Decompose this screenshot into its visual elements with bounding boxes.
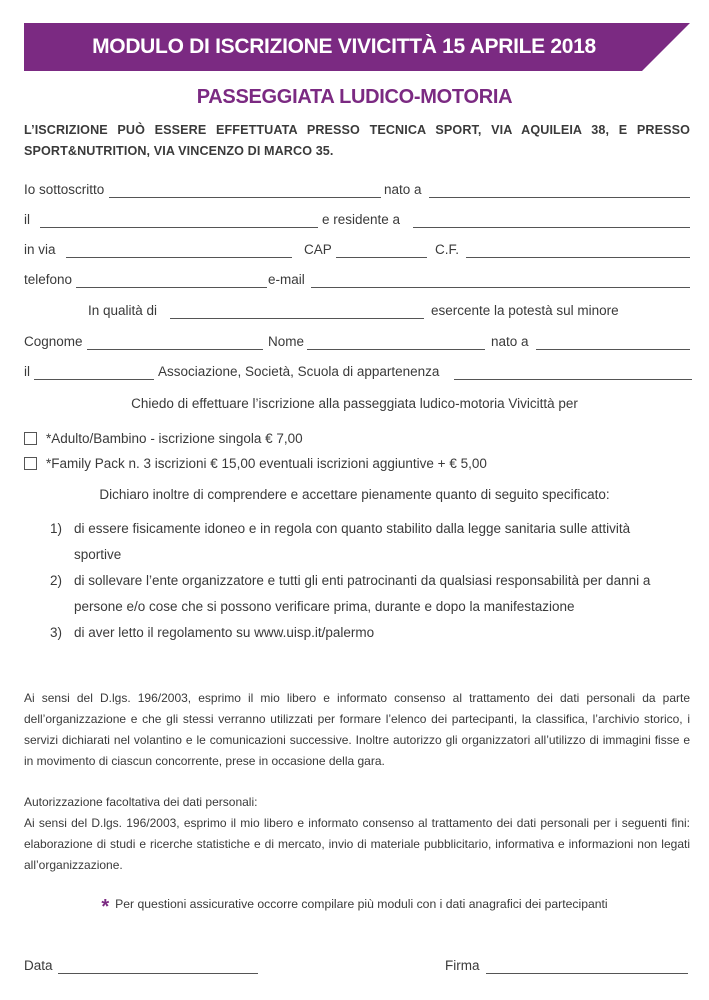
condition-text: di aver letto il regolamento su www.uisp.it/palermo (74, 625, 375, 640)
field-telefono[interactable] (76, 287, 267, 288)
label-cf: C.F. (435, 242, 460, 257)
label-nome: Nome (268, 334, 305, 349)
option-singola[interactable] (24, 431, 624, 449)
signature-field-group (445, 958, 480, 973)
field-residente[interactable] (413, 227, 690, 228)
condition-number: 3) (50, 625, 63, 640)
option-family[interactable] (24, 456, 624, 474)
request-text: Chiedo di effettuare l’iscrizione alla passeggiata ludico-motoria Vivicittà per (131, 396, 578, 411)
field-nato-a[interactable] (429, 197, 690, 198)
label-residente: e residente a (322, 212, 401, 227)
optional-authorization (24, 792, 690, 876)
row-sottoscritto (24, 182, 690, 202)
field-cf[interactable] (466, 257, 690, 258)
label-telefono: telefono (24, 272, 73, 287)
label-nato-a-minore: nato a (491, 334, 529, 349)
label-in-qualita: In qualità di (88, 303, 158, 318)
optional-text: Ai sensi del D.lgs. 196/2003, esprimo il mio libero e informato consenso al trattamento dei dati personali per i seguenti fini: elaborazione di studi e ricerche statistiche e di mercato, invio di materiale pubblicitario, informativa e informazioni non legati all’organizzazione. (24, 816, 690, 872)
field-sottoscritto[interactable] (109, 197, 381, 198)
label-cap: CAP (304, 242, 332, 257)
row-associazione (24, 364, 690, 384)
checkbox-family[interactable] (24, 457, 37, 470)
intro-text: L’ISCRIZIONE PUÒ ESSERE EFFETTUATA PRESSO TECNICA SPORT, VIA AQUILEIA 38, E PRESSO SPORT&NUTRITION, VIA VINCENZO DI MARCO 35. (24, 123, 690, 158)
label-cognome: Cognome (24, 334, 83, 349)
condition-text: di essere fisicamente idoneo e in regola con quanto stabilito dalla legge sanitaria sulle attività sportive (74, 521, 631, 562)
condition-number: 1) (50, 521, 63, 536)
row-il (24, 212, 690, 232)
field-cognome[interactable] (87, 349, 263, 350)
field-firma[interactable] (486, 973, 688, 974)
checkbox-singola[interactable] (24, 432, 37, 445)
footnote-text: Per questioni assicurative occorre compilare più moduli con i dati anagrafici dei partecipanti (115, 897, 608, 911)
form-title: MODULO DI ISCRIZIONE VIVICITTÀ 15 APRILE 2018 (92, 35, 596, 58)
option-family-label: *Family Pack n. 3 iscrizioni € 15,00 eventuali iscrizioni aggiuntive + € 5,00 (46, 456, 487, 471)
field-via[interactable] (66, 257, 292, 258)
conditions-list (50, 516, 670, 646)
condition-number: 2) (50, 573, 63, 588)
field-nato-a-minore[interactable] (536, 349, 690, 350)
option-singola-label: *Adulto/Bambino - iscrizione singola € 7,00 (46, 431, 303, 446)
footnote (0, 896, 709, 919)
label-email: e-mail (268, 272, 305, 287)
field-email[interactable] (311, 287, 690, 288)
date-field-group (24, 958, 53, 973)
field-nome[interactable] (307, 349, 485, 350)
header-banner (24, 23, 690, 71)
asterisk-icon: * (101, 896, 110, 918)
row-minore (24, 334, 690, 354)
field-il-minore[interactable] (34, 379, 154, 380)
form-subtitle: PASSEGGIATA LUDICO-MOTORIA (196, 86, 513, 108)
condition-item (50, 620, 670, 646)
row-telefono (24, 272, 690, 292)
label-via: in via (24, 242, 56, 257)
condition-item (50, 568, 670, 620)
declaration-text: Dichiaro inoltre di comprendere e accettare pienamente quanto di seguito specificato: (99, 487, 610, 502)
field-in-qualita[interactable] (170, 318, 424, 319)
condition-text: di sollevare l’ente organizzatore e tutti gli enti patrocinanti da qualsiasi responsabilità per danni a persone e/o cose che si possono verificare prima, durante e dopo la manifestazione (74, 573, 651, 614)
label-sottoscritto: Io sottoscritto (24, 182, 105, 197)
label-nato-a: nato a (384, 182, 422, 197)
field-associazione[interactable] (454, 379, 692, 380)
label-data: Data (24, 958, 53, 973)
label-il: il (24, 212, 30, 227)
field-cap[interactable] (336, 257, 427, 258)
row-qualita (24, 303, 690, 323)
field-il[interactable] (40, 227, 318, 228)
field-data[interactable] (58, 973, 258, 974)
label-associazione: Associazione, Società, Scuola di appartenenza (158, 364, 440, 379)
condition-item (50, 516, 670, 568)
row-via (24, 242, 690, 262)
label-firma: Firma (445, 958, 480, 973)
optional-title: Autorizzazione facoltativa dei dati personali: (24, 795, 258, 809)
privacy-text: Ai sensi del D.lgs. 196/2003, esprimo il mio libero e informato consenso al trattamento dei dati personali da parte dell’organizzazione e che gli stessi verranno utilizzati per formare l’elenco dei partecipanti, la classifica, l’archivio storico, i servizi dichiarati nel volantino e le comunicazioni successive. Inoltre autorizzo gli organizzatori all’utilizzo di immagini fisse e in movimento di ciascun concorrente, prese in occasione della gara. (24, 691, 690, 768)
label-esercente: esercente la potestà sul minore (431, 303, 619, 318)
label-il-minore: il (24, 364, 30, 379)
